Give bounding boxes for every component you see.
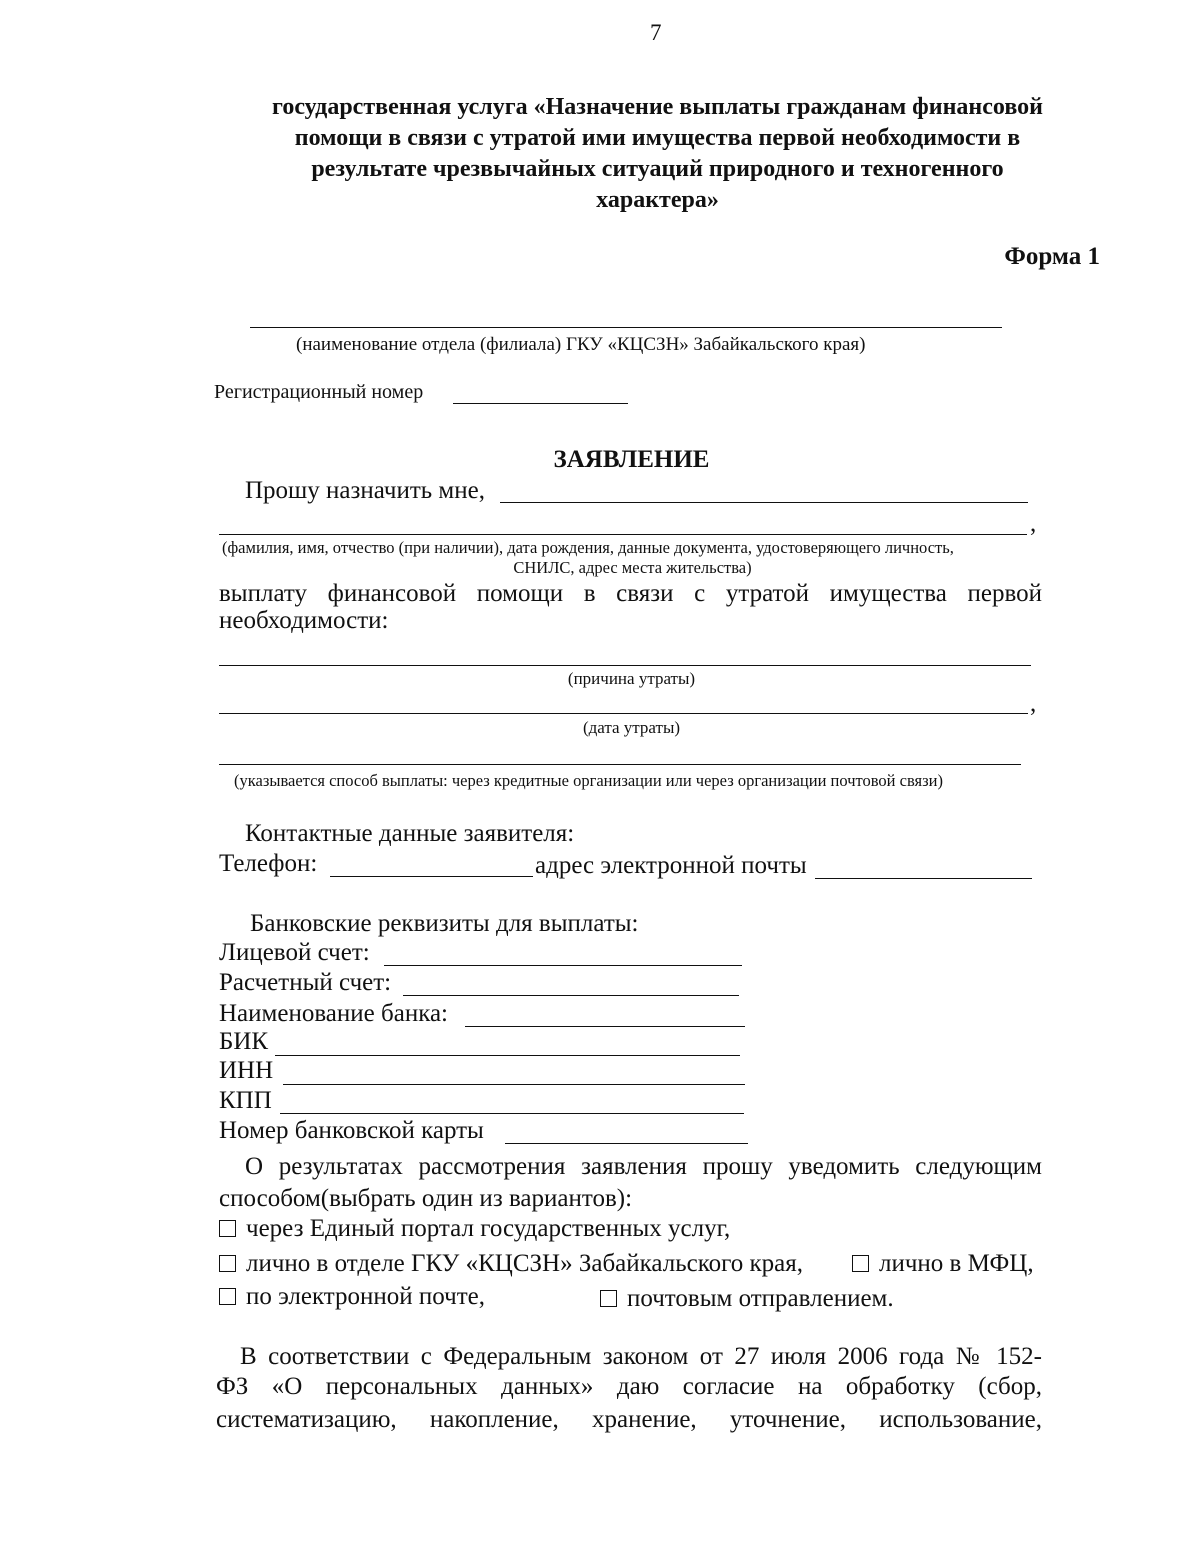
- applicant-field-line-2[interactable]: [219, 534, 1027, 535]
- checkbox-email[interactable]: [219, 1288, 236, 1305]
- option-post-label: почтовым отправлением.: [627, 1285, 894, 1312]
- payment-line-1: выплату финансовой помощи в связи с утратой имущества первой: [219, 580, 1042, 607]
- bank-name-field[interactable]: [465, 1026, 745, 1027]
- person-caption-line-2: СНИЛС, адрес места жительства): [513, 558, 752, 577]
- statement-heading: ЗАЯВЛЕНИЕ: [553, 446, 710, 473]
- comma-mark: ,: [1030, 510, 1037, 537]
- settlement-account-field[interactable]: [403, 995, 739, 996]
- checkbox-mfc[interactable]: [852, 1255, 869, 1272]
- payment-line-2: необходимости:: [219, 607, 389, 634]
- person-caption-line-1: (фамилия, имя, отчество (при наличии), дата рождения, данные документа, удостоверяющего личность,: [222, 538, 954, 557]
- checkbox-portal[interactable]: [219, 1220, 236, 1237]
- registration-label: Регистрационный номер: [214, 381, 424, 403]
- settlement-account-label: Расчетный счет:: [219, 969, 392, 996]
- bik-label: БИК: [219, 1028, 269, 1055]
- phone-field[interactable]: [330, 876, 533, 877]
- consent-line-1: В соответствии с Федеральным законом от 27 июля 2006 года № 152-: [240, 1343, 1042, 1370]
- registration-number-field[interactable]: [453, 403, 628, 404]
- department-caption: (наименование отдела (филиала) ГКУ «КЦСЗН» Забайкальского края): [296, 334, 866, 355]
- applicant-field-line-1[interactable]: [500, 502, 1028, 503]
- form-label: Форма 1: [1004, 243, 1100, 270]
- option-department-label: лично в отделе ГКУ «КЦСЗН» Забайкальского края,: [246, 1250, 803, 1277]
- option-post[interactable]: [600, 1285, 894, 1313]
- payment-method-field-line[interactable]: [219, 764, 1021, 765]
- personal-account-field[interactable]: [384, 965, 742, 966]
- card-number-label: Номер банковской карты: [219, 1117, 484, 1144]
- reason-field-line[interactable]: [219, 665, 1031, 666]
- title-line-2: помощи в связи с утратой ими имущества первой необходимости в: [294, 125, 1021, 151]
- option-portal-label: через Единый портал государственных услуг,: [246, 1215, 731, 1242]
- inn-field[interactable]: [283, 1084, 745, 1085]
- date-field-line[interactable]: [219, 713, 1028, 714]
- option-email[interactable]: [219, 1283, 485, 1311]
- kpp-field[interactable]: [280, 1113, 744, 1114]
- date-caption: (дата утраты): [582, 718, 681, 737]
- option-department[interactable]: [219, 1250, 803, 1278]
- method-caption: (указывается способ выплаты: через кредитные организации или через организации почтовой связи): [234, 771, 943, 790]
- option-portal[interactable]: [219, 1215, 730, 1243]
- personal-account-label: Лицевой счет:: [219, 939, 370, 966]
- email-field[interactable]: [815, 878, 1032, 879]
- contacts-heading: Контактные данные заявителя:: [245, 820, 575, 847]
- consent-line-2: ФЗ «О персональных данных» даю согласие на обработку (сбор,: [216, 1373, 1042, 1400]
- department-field-line[interactable]: [250, 327, 1002, 328]
- document-title: [200, 92, 1115, 216]
- email-label: адрес электронной почты: [535, 852, 807, 879]
- consent-line-3: систематизацию, накопление, хранение, уточнение, использование,: [216, 1406, 1042, 1433]
- comma-mark-2: ,: [1030, 690, 1037, 717]
- option-mfc[interactable]: [852, 1250, 1034, 1278]
- kpp-label: КПП: [219, 1087, 272, 1114]
- request-label: Прошу назначить мне,: [245, 477, 485, 504]
- checkbox-post[interactable]: [600, 1290, 617, 1307]
- bank-heading: Банковские реквизиты для выплаты:: [250, 910, 639, 937]
- title-line-1: государственная услуга «Назначение выплаты гражданам финансовой: [272, 94, 1043, 120]
- page-number: 7: [650, 20, 662, 45]
- phone-label: Телефон:: [219, 850, 318, 877]
- title-line-3: результате чрезвычайных ситуаций природного и техногенного: [311, 156, 1004, 182]
- checkbox-department[interactable]: [219, 1255, 236, 1272]
- inn-label: ИНН: [219, 1057, 274, 1084]
- notification-line-2: способом(выбрать один из вариантов):: [219, 1185, 633, 1212]
- bank-name-label: Наименование банка:: [219, 1000, 449, 1027]
- notification-line-1: О результатах рассмотрения заявления прошу уведомить следующим: [245, 1153, 1042, 1180]
- title-line-4: характера»: [596, 187, 719, 213]
- reason-caption: (причина утраты): [567, 669, 696, 688]
- card-number-field[interactable]: [505, 1143, 748, 1144]
- bik-field[interactable]: [275, 1055, 740, 1056]
- option-email-label: по электронной почте,: [246, 1283, 485, 1310]
- option-mfc-label: лично в МФЦ,: [879, 1250, 1034, 1277]
